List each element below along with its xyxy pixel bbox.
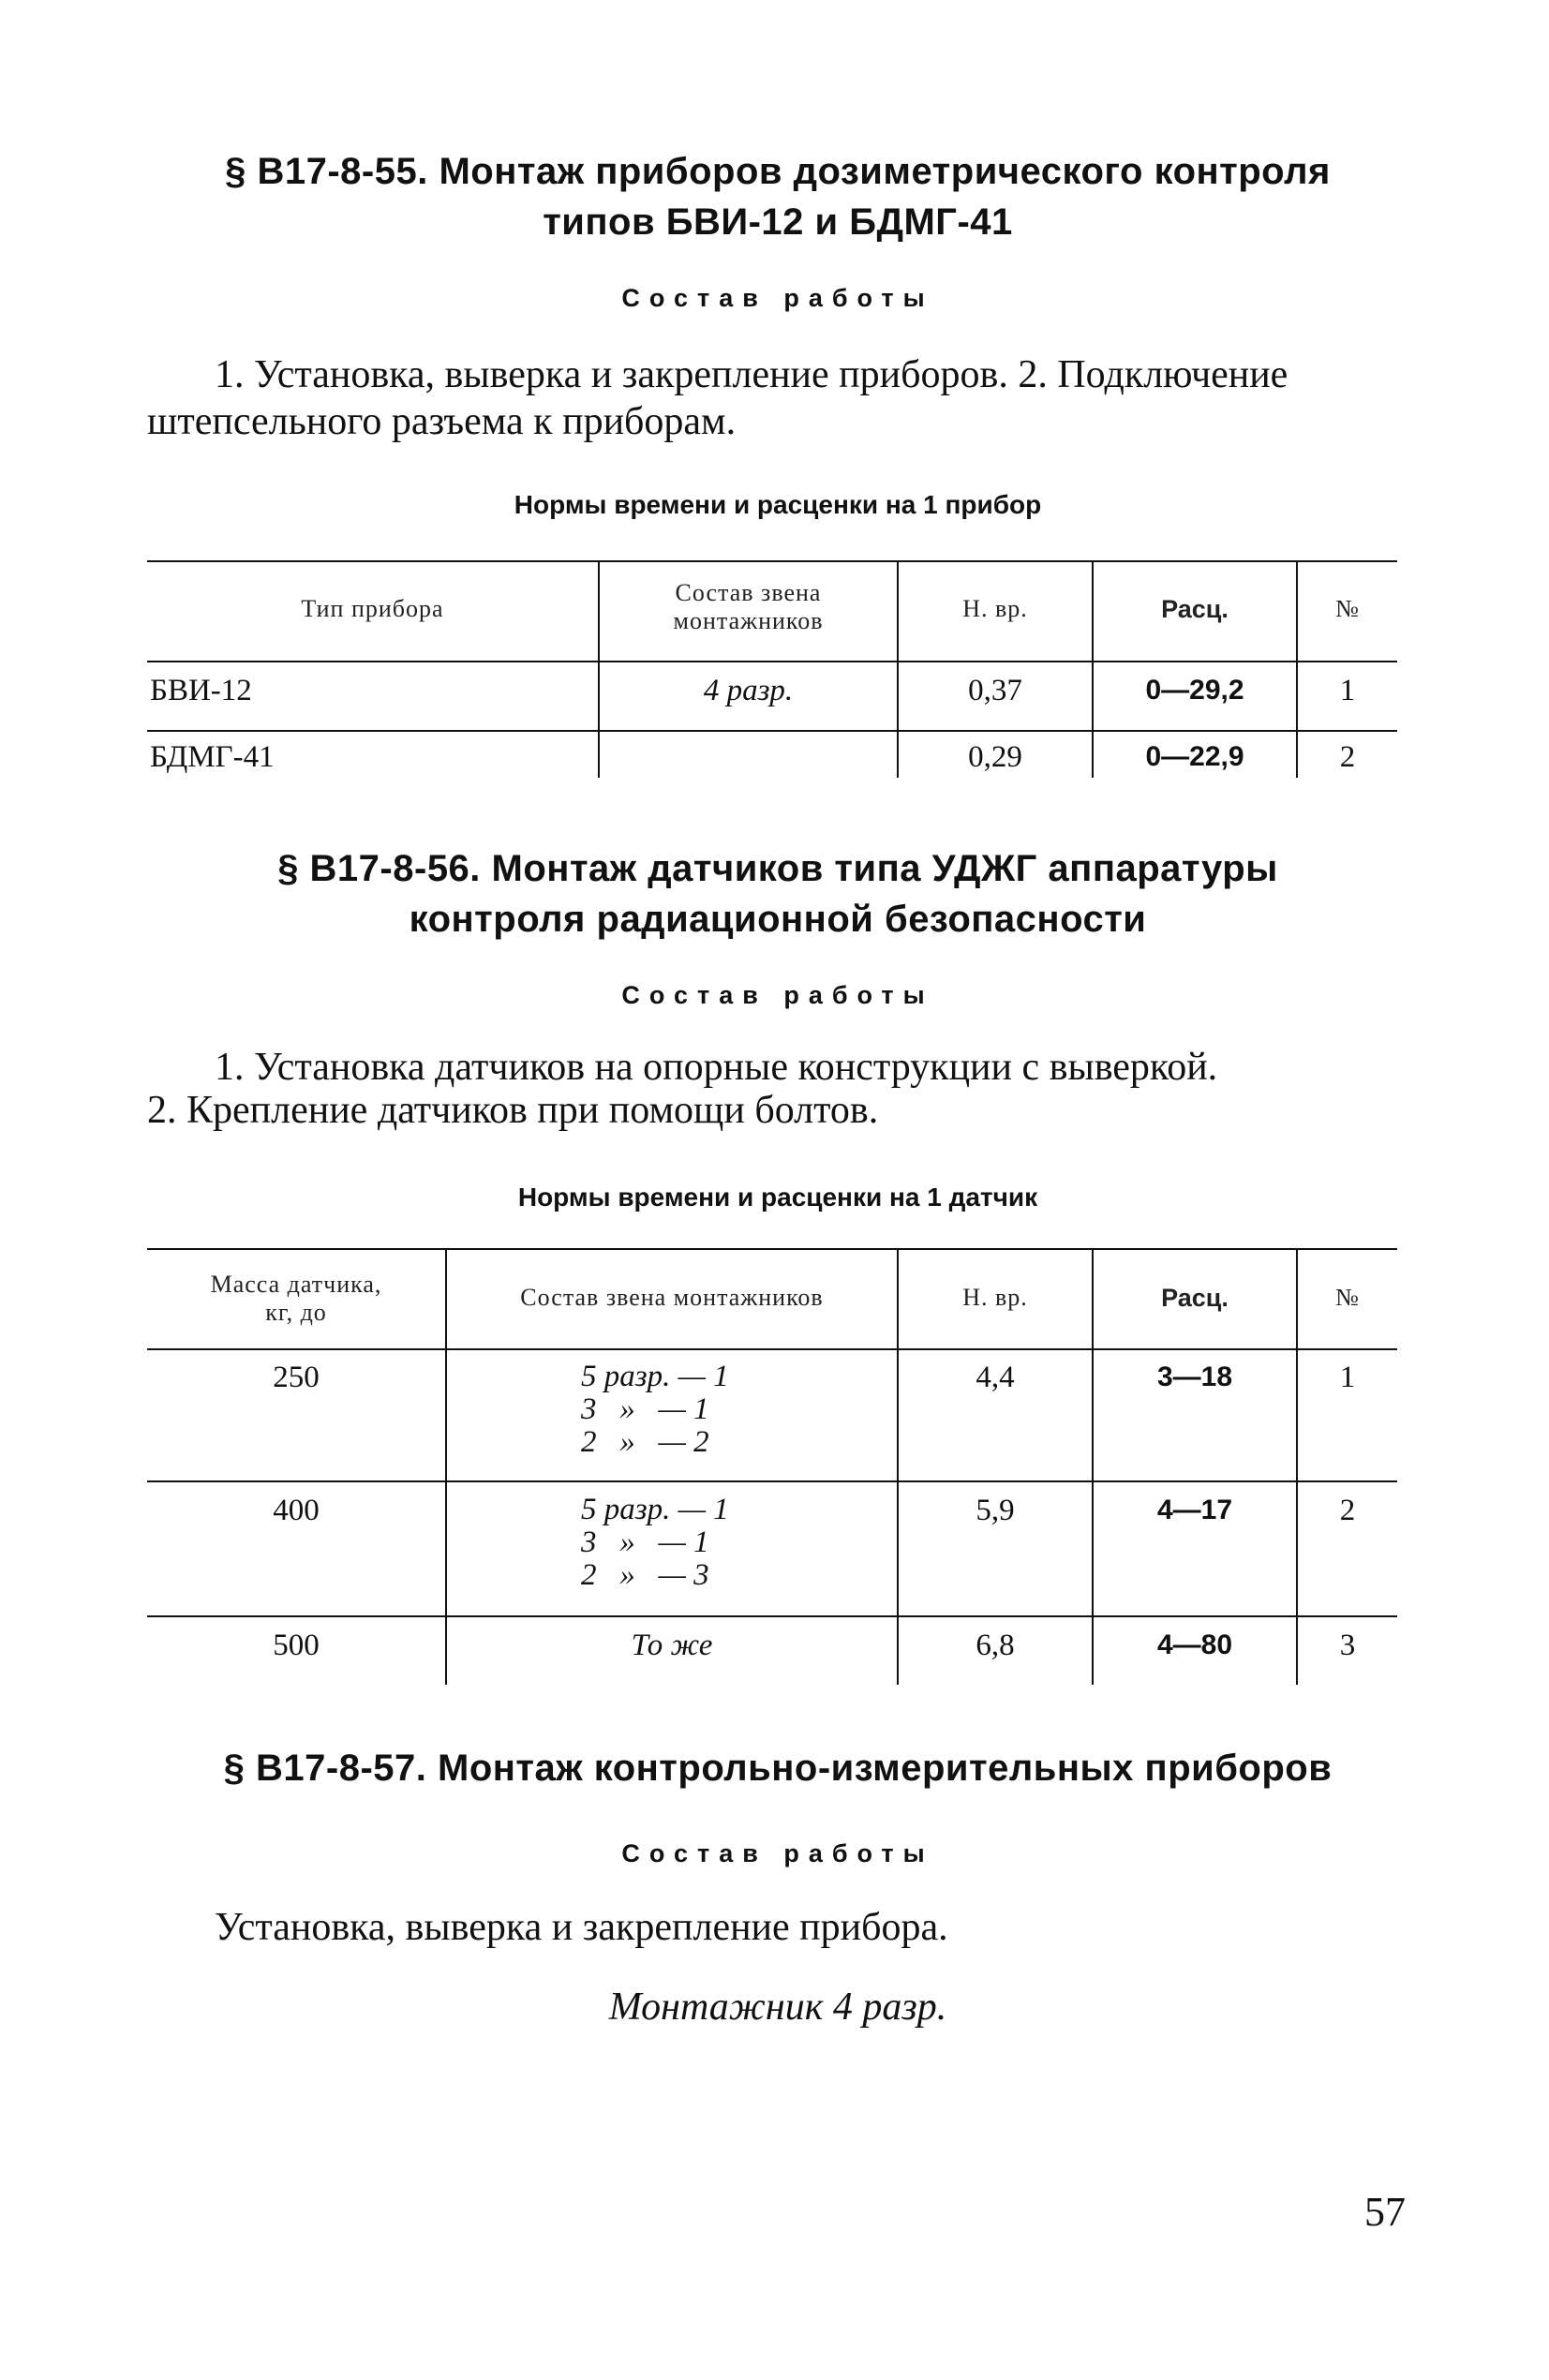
work-description xyxy=(147,1046,1399,1132)
section-title-line: контроля радиационной безопасности xyxy=(409,899,1147,940)
crew-cell: То же xyxy=(631,1629,713,1662)
column-header: Расц. xyxy=(1161,1284,1229,1312)
norms-table-title: Нормы времени и расценки на 1 прибор xyxy=(514,490,1042,519)
work-description-line: 1. Установка, выверка и закрепление приборов. 2. Подключение xyxy=(215,353,1288,396)
table-rule xyxy=(147,1348,1397,1350)
work-description-line: штепсельного разъема к приборам. xyxy=(147,400,737,443)
column-header: Н. вр. xyxy=(962,1284,1028,1311)
column-header-line: Состав звена xyxy=(675,579,822,606)
crew-cell xyxy=(581,1494,881,1592)
page-number: 57 xyxy=(1364,2189,1406,2235)
work-composition-heading: Состав работы xyxy=(621,1839,934,1867)
crew-line: 5 разр. — 1 xyxy=(581,1360,729,1393)
column-header: № xyxy=(1335,1284,1360,1311)
mass-cell: 500 xyxy=(273,1629,320,1662)
device-type-cell: БДМГ-41 xyxy=(150,740,275,774)
work-description-line: 2. Крепление датчиков при помощи болтов. xyxy=(147,1089,879,1132)
time-norm-cell: 6,8 xyxy=(976,1629,1015,1662)
column-header-line: монтажников xyxy=(673,607,824,634)
column-header: Н. вр. xyxy=(962,595,1028,622)
row-number-cell: 3 xyxy=(1339,1629,1356,1662)
section-title-b17-8-57 xyxy=(150,1743,1406,1793)
time-norm-cell: 4,4 xyxy=(976,1361,1015,1394)
table-rule xyxy=(147,661,1397,662)
work-description xyxy=(147,1902,1399,1953)
price-cell: 4—80 xyxy=(1156,1629,1233,1660)
column-header: № xyxy=(1335,595,1360,622)
price-cell: 3—18 xyxy=(1156,1361,1233,1392)
table-rule xyxy=(1092,1248,1094,1685)
crew-line: 2 » — 2 xyxy=(581,1425,709,1459)
table-rule xyxy=(897,1248,899,1685)
section-title-line: § В17-8-56. Монтаж датчиков типа УДЖГ аппаратуры xyxy=(277,848,1278,889)
section-title-line: § В17-8-57. Монтаж контрольно-измерительных приборов xyxy=(223,1748,1333,1789)
price-cell: 0—29,2 xyxy=(1145,675,1244,706)
row-number-cell: 2 xyxy=(1339,740,1356,774)
table-rule xyxy=(147,1248,1397,1250)
crew-line: 3 » — 1 xyxy=(581,1392,709,1426)
time-norm-cell: 0,37 xyxy=(968,674,1022,707)
table-rule xyxy=(147,730,1397,732)
column-header-line: кг, до xyxy=(265,1299,327,1326)
column-header xyxy=(147,1271,445,1327)
table-rule xyxy=(1296,1248,1298,1685)
work-description xyxy=(147,350,1399,443)
crew-line: 3 » — 1 xyxy=(581,1525,709,1559)
crew-line: 5 разр. — 1 xyxy=(581,1493,729,1526)
section-title-line: типов БВИ-12 и БДМГ-41 xyxy=(543,201,1013,243)
price-cell: 0—22,9 xyxy=(1145,741,1244,772)
table-rule xyxy=(147,560,1397,562)
table-rule xyxy=(445,1248,447,1685)
price-cell: 4—17 xyxy=(1156,1495,1233,1525)
row-number-cell: 1 xyxy=(1339,1361,1356,1394)
column-header: Тип прибора xyxy=(301,595,444,622)
work-description-line: Установка, выверка и закрепление прибора. xyxy=(215,1906,948,1949)
row-number-cell: 1 xyxy=(1339,674,1356,707)
worker-grade: Монтажник 4 разр. xyxy=(608,1986,947,2029)
work-composition-heading: Состав работы xyxy=(621,284,934,312)
row-number-cell: 2 xyxy=(1339,1494,1356,1527)
column-header: Расц. xyxy=(1161,595,1229,623)
crew-line: 2 » — 3 xyxy=(581,1558,709,1592)
section-title-b17-8-56 xyxy=(150,843,1406,945)
column-header xyxy=(600,579,897,635)
norms-table-title: Нормы времени и расценки на 1 датчик xyxy=(517,1183,1038,1212)
device-type-cell: БВИ-12 xyxy=(150,674,252,707)
work-description-line: 1. Установка датчиков на опорные конструкции с выверкой. xyxy=(215,1046,1218,1089)
time-norm-cell: 0,29 xyxy=(968,740,1022,774)
table-rule xyxy=(147,1615,1397,1617)
time-norm-cell: 5,9 xyxy=(976,1494,1015,1527)
crew-cell: 4 разр. xyxy=(703,674,794,707)
mass-cell: 250 xyxy=(273,1361,320,1394)
crew-cell xyxy=(581,1361,881,1459)
work-composition-heading: Состав работы xyxy=(621,981,934,1009)
section-title-b17-8-55 xyxy=(150,146,1406,247)
column-header-line: Масса датчика, xyxy=(210,1271,382,1298)
mass-cell: 400 xyxy=(273,1494,320,1527)
column-header: Состав звена монтажников xyxy=(520,1284,824,1311)
table-rule xyxy=(147,1480,1397,1482)
section-title-line: § В17-8-55. Монтаж приборов дозиметрического контроля xyxy=(225,151,1331,192)
